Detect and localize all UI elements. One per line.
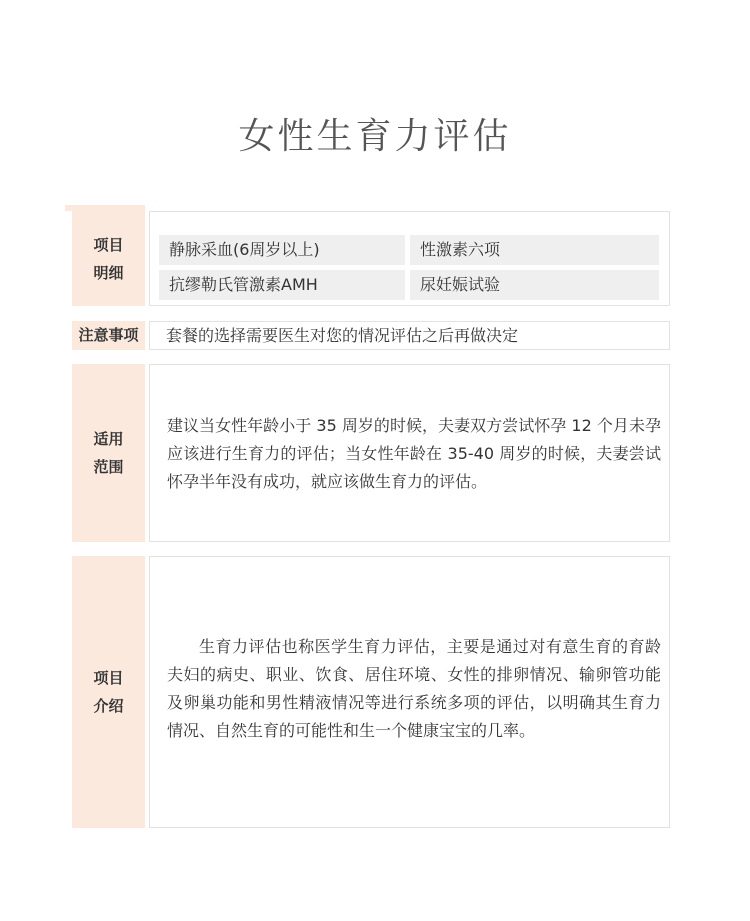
detail-item: 性激素六项: [410, 235, 659, 265]
notice-text: 套餐的选择需要医生对您的情况评估之后再做决定: [166, 326, 519, 345]
intro-text: 生育力评估也称医学生育力评估，主要是通过对有意生育的育龄夫妇的病史、职业、饮食、居住环境、女性的排卵情况、输卵管功能及卵巢功能和男性精液情况等进行系统多项的评估，以明确其生育力情况、自然生育的可能性和生一个健康宝宝的几率。: [167, 637, 661, 740]
intro-box: [149, 556, 670, 828]
scope-text: 建议当女性年龄小于 35 周岁的时候，夫妻双方尝试怀孕 12 个月未孕应该进行生育力的评估；当女性年龄在 35-40 周岁的时候，夫妻尝试怀孕半年没有成功，就应该做生育力的评估。: [167, 416, 661, 491]
notice-label: 注意事项: [72, 321, 145, 350]
notice-box: [149, 321, 670, 350]
intro-label-line2: 介绍: [93, 697, 124, 715]
scope-label-line2: 范围: [93, 458, 124, 476]
details-label-line2: 明细: [93, 263, 124, 282]
intro-label-line1: 项目: [93, 669, 124, 687]
detail-item: 尿妊娠试验: [410, 270, 659, 300]
scope-box: [149, 364, 670, 542]
details-label-line1: 项目: [93, 235, 124, 254]
intro-label: [72, 556, 145, 828]
detail-item: 抗缪勒氏管激素AMH: [159, 270, 405, 300]
page-title: 女性生育力评估: [238, 116, 512, 157]
detail-item: 静脉采血(6周岁以上): [159, 235, 405, 265]
scope-label-line1: 适用: [93, 430, 124, 448]
details-box: [149, 211, 670, 306]
details-label: [72, 211, 145, 306]
scope-label: [72, 364, 145, 542]
